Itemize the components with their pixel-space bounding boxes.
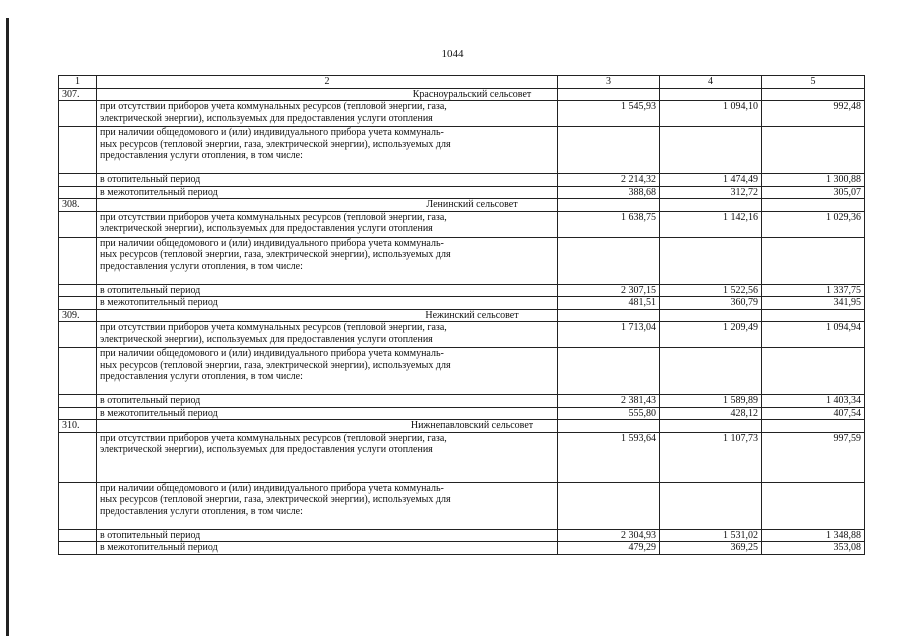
region-empty-cell <box>660 88 762 101</box>
value-col-4: 1 589,89 <box>660 395 762 408</box>
description-line: предоставления услуги отопления, в том числе: <box>100 150 303 161</box>
description-line: электрической энергии), используемых для предоставления услуги отопления <box>100 223 433 234</box>
value-col-4 <box>660 348 762 395</box>
description-line: электрической энергии), используемых для предоставления услуги отопления <box>100 444 433 455</box>
value-col-4: 369,25 <box>660 542 762 555</box>
table-row <box>59 127 865 174</box>
row-description <box>97 529 558 542</box>
row-description <box>97 101 558 127</box>
table-row <box>59 407 865 420</box>
table-row <box>59 284 865 297</box>
row-number-cell <box>59 297 97 310</box>
value-col-4: 1 209,49 <box>660 322 762 348</box>
table-row <box>59 174 865 187</box>
table-body <box>59 76 865 555</box>
value-col-5: 1 337,75 <box>762 284 865 297</box>
region-empty-cell <box>762 420 865 433</box>
value-col-4: 360,79 <box>660 297 762 310</box>
row-description <box>97 186 558 199</box>
description-line: электрической энергии), используемых для предоставления услуги отопления <box>100 112 433 124</box>
region-name: Красноуральский сельсовет <box>412 88 532 100</box>
value-col-3: 2 381,43 <box>558 395 660 408</box>
region-row <box>59 309 865 322</box>
table-row <box>59 237 865 284</box>
row-description <box>97 542 558 555</box>
value-col-5 <box>762 127 865 174</box>
value-col-3: 481,51 <box>558 297 660 310</box>
region-row <box>59 420 865 433</box>
description-line: в отопительный период <box>100 284 201 296</box>
value-col-5: 305,07 <box>762 186 865 199</box>
row-description <box>97 348 558 395</box>
row-description <box>97 211 558 237</box>
region-empty-cell <box>558 88 660 101</box>
table-row <box>59 432 865 482</box>
row-number-cell <box>59 174 97 187</box>
value-col-4: 428,12 <box>660 407 762 420</box>
region-number: 310. <box>59 420 97 433</box>
value-col-5: 1 403,34 <box>762 395 865 408</box>
row-number-cell <box>59 237 97 284</box>
region-name: Нижнепавловский сельсовет <box>410 420 534 431</box>
row-description <box>97 432 558 482</box>
description-line: ных ресурсов (тепловой энергии, газа, электрической энергии), используемых для <box>100 138 451 150</box>
header-cell-2: 2 <box>97 76 558 89</box>
region-name-cell <box>97 420 558 433</box>
region-empty-cell <box>558 420 660 433</box>
value-col-5: 1 094,94 <box>762 322 865 348</box>
region-name: Ленинский сельсовет <box>426 199 518 210</box>
description-line: в межотопительный период <box>100 186 218 198</box>
row-description <box>97 407 558 420</box>
value-col-3: 2 307,15 <box>558 284 660 297</box>
row-number-cell <box>59 432 97 482</box>
value-col-3: 1 713,04 <box>558 322 660 348</box>
description-line: предоставления услуги отопления, в том числе: <box>100 371 303 382</box>
region-number: 308. <box>59 199 97 212</box>
value-col-4 <box>660 482 762 529</box>
row-number-cell <box>59 127 97 174</box>
value-col-4: 1 142,16 <box>660 211 762 237</box>
row-number-cell <box>59 395 97 408</box>
row-description <box>97 237 558 284</box>
value-col-3: 2 304,93 <box>558 529 660 542</box>
table-row <box>59 482 865 529</box>
description-line: при наличии общедомового и (или) индивидуального прибора учета коммуналь- <box>100 348 444 359</box>
description-line: при наличии общедомового и (или) индивидуального прибора учета коммуналь- <box>100 127 444 138</box>
region-empty-cell <box>762 309 865 322</box>
region-number: 309. <box>59 309 97 322</box>
table-row <box>59 348 865 395</box>
region-name: Нежинский сельсовет <box>425 309 519 321</box>
row-number-cell <box>59 284 97 297</box>
value-col-5: 1 300,88 <box>762 174 865 187</box>
value-col-5 <box>762 348 865 395</box>
region-name-cell <box>97 309 558 322</box>
description-line: электрической энергии), используемых для предоставления услуги отопления <box>100 333 433 345</box>
row-description <box>97 395 558 408</box>
description-line: ных ресурсов (тепловой энергии, газа, электрической энергии), используемых для <box>100 249 451 260</box>
row-description <box>97 127 558 174</box>
description-line: в отопительный период <box>100 174 201 185</box>
description-line: предоставления услуги отопления, в том числе: <box>100 260 303 272</box>
region-name-cell <box>97 199 558 212</box>
value-col-5: 353,08 <box>762 542 865 555</box>
row-description <box>97 322 558 348</box>
value-col-4: 1 531,02 <box>660 529 762 542</box>
row-number-cell <box>59 101 97 127</box>
description-line: в отопительный период <box>100 529 201 541</box>
description-line: при наличии общедомового и (или) индивидуального прибора учета коммуналь- <box>100 482 444 494</box>
value-col-4: 312,72 <box>660 186 762 199</box>
value-col-3: 388,68 <box>558 186 660 199</box>
region-empty-cell <box>762 88 865 101</box>
row-number-cell <box>59 348 97 395</box>
value-col-3: 1 545,93 <box>558 101 660 127</box>
value-col-3: 1 593,64 <box>558 432 660 482</box>
row-description <box>97 482 558 529</box>
row-number-cell <box>59 322 97 348</box>
table-row <box>59 395 865 408</box>
description-line: при отсутствии приборов учета коммунальных ресурсов (тепловой энергии, газа, <box>100 211 447 223</box>
region-empty-cell <box>558 309 660 322</box>
description-line: в межотопительный период <box>100 407 218 419</box>
row-number-cell <box>59 211 97 237</box>
region-empty-cell <box>660 199 762 212</box>
row-description <box>97 284 558 297</box>
header-cell-4: 4 <box>660 76 762 89</box>
value-col-5: 407,54 <box>762 407 865 420</box>
value-col-3 <box>558 348 660 395</box>
description-line: при отсутствии приборов учета коммунальных ресурсов (тепловой энергии, газа, <box>100 432 447 444</box>
value-col-4 <box>660 237 762 284</box>
region-number: 307. <box>59 88 97 101</box>
value-col-3 <box>558 482 660 529</box>
value-col-3: 479,29 <box>558 542 660 555</box>
description-line: предоставления услуги отопления, в том числе: <box>100 505 303 517</box>
header-row <box>59 76 865 89</box>
table-row <box>59 529 865 542</box>
row-number-cell <box>59 186 97 199</box>
value-col-3: 1 638,75 <box>558 211 660 237</box>
table-row <box>59 186 865 199</box>
value-col-3: 555,80 <box>558 407 660 420</box>
description-line: в межотопительный период <box>100 542 218 553</box>
value-col-5: 1 029,36 <box>762 211 865 237</box>
description-line: при наличии общедомового и (или) индивидуального прибора учета коммуналь- <box>100 237 444 249</box>
description-line: в межотопительный период <box>100 297 218 308</box>
value-col-5: 997,59 <box>762 432 865 482</box>
header-cell-5: 5 <box>762 76 865 89</box>
value-col-4 <box>660 127 762 174</box>
value-col-4: 1 107,73 <box>660 432 762 482</box>
row-number-cell <box>59 482 97 529</box>
description-line: при отсутствии приборов учета коммунальных ресурсов (тепловой энергии, газа, <box>100 101 447 112</box>
region-empty-cell <box>558 199 660 212</box>
region-row <box>59 199 865 212</box>
region-empty-cell <box>660 420 762 433</box>
region-row <box>59 88 865 101</box>
table-row <box>59 211 865 237</box>
value-col-4: 1 094,10 <box>660 101 762 127</box>
row-description <box>97 297 558 310</box>
row-description <box>97 174 558 187</box>
region-empty-cell <box>762 199 865 212</box>
value-col-5: 992,48 <box>762 101 865 127</box>
header-cell-1: 1 <box>59 76 97 89</box>
tariff-table <box>58 75 865 555</box>
description-line: ных ресурсов (тепловой энергии, газа, электрической энергии), используемых для <box>100 359 451 371</box>
value-col-4: 1 522,56 <box>660 284 762 297</box>
description-line: ных ресурсов (тепловой энергии, газа, электрической энергии), используемых для <box>100 494 451 505</box>
table-row <box>59 322 865 348</box>
value-col-5: 341,95 <box>762 297 865 310</box>
region-empty-cell <box>660 309 762 322</box>
value-col-5: 1 348,88 <box>762 529 865 542</box>
value-col-4: 1 474,49 <box>660 174 762 187</box>
row-number-cell <box>59 529 97 542</box>
table-row <box>59 542 865 555</box>
table-row <box>59 101 865 127</box>
table-row <box>59 297 865 310</box>
page-number: 1044 <box>441 48 464 60</box>
binding-edge <box>6 18 9 636</box>
value-col-3 <box>558 127 660 174</box>
row-number-cell <box>59 542 97 555</box>
value-col-5 <box>762 482 865 529</box>
description-line: при отсутствии приборов учета коммунальных ресурсов (тепловой энергии, газа, <box>100 322 447 333</box>
value-col-3 <box>558 237 660 284</box>
region-name-cell <box>97 88 558 101</box>
header-cell-3: 3 <box>558 76 660 89</box>
value-col-3: 2 214,32 <box>558 174 660 187</box>
row-number-cell <box>59 407 97 420</box>
value-col-5 <box>762 237 865 284</box>
description-line: в отопительный период <box>100 395 201 406</box>
